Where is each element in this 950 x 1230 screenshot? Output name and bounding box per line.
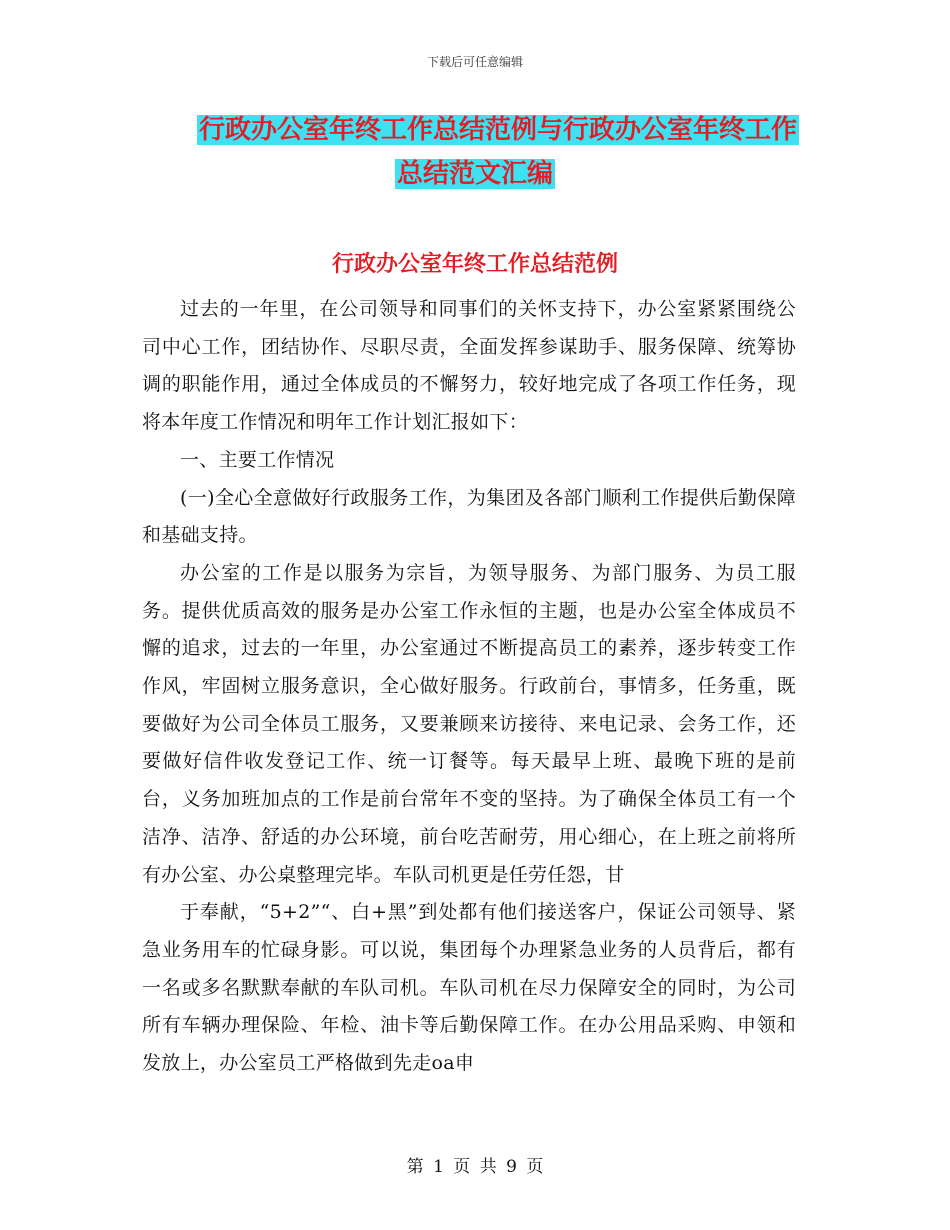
document-title-line-1 xyxy=(23,111,950,149)
paragraph-4: 办公室的工作是以服务为宗旨，为领导服务、为部门服务、为员工服务。提供优质高效的服务是办公室工作永恒的主题，也是办公室全体成员不懈的追求，过去的一年里，办公室通过不断提高员工的素养，逐步转变工作作风，牢固树立服务意识，全心做好服务。行政前台，事情多，任务重，既要做好为公司全体员工服务，又要兼顾来访接待、来电记录、会务工作，还要做好信件收发登记工作、统一订餐等。每天最早上班、最晚下班的是前台，义务加班加点的工作是前台常年不变的坚持。为了确保全体员工有一个洁净、洁净、舒适的办公环境，前台吃苦耐劳，用心细心，在上班之前将所有办公室、办公桌整理完毕。车队司机更是任劳任怨，甘 xyxy=(142,561,796,886)
document-title-text-1: 行政办公室年终工作总结范例与行政办公室年终工作 xyxy=(198,115,797,145)
paragraph-1: 过去的一年里，在公司领导和同事们的关怀支持下，办公室紧紧围绕公司中心工作，团结协作、尽职尽责，全面发挥参谋助手、服务保障、统筹协调的职能作用，通过全体成员的不懈努力，较好地完成了各项工作任务，现将本年度工作情况和明年工作计划汇报如下： xyxy=(142,298,796,434)
page-footer: 第 1 页 共 9 页 xyxy=(406,1157,544,1177)
paragraph-2: 一、主要工作情况 xyxy=(180,448,335,471)
document-title-text-2: 总结范文汇编 xyxy=(396,159,553,189)
section-title: 行政办公室年终工作总结范例 xyxy=(331,252,618,277)
document-body xyxy=(142,291,796,1083)
header-note: 下载后可任意编辑 xyxy=(426,55,523,69)
document-title-line-2 xyxy=(0,155,950,193)
paragraph-5: 于奉献，“5+2”“、白+黑”到处都有他们接送客户，保证公司领导、紧急业务用车的忙碌身影。可以说，集团每个办理紧急业务的人员背后，都有一名或多名默默奉献的车队司机。车队司机在尽力保障安全的同时，为公司所有车辆办理保险、年检、油卡等后勤保障工作。在办公用品采购、申领和发放上，办公室员工严格做到先走oa申 xyxy=(142,901,796,1075)
paragraph-3: (一)全心全意做好行政服务工作，为集团及各部门顺利工作提供后勤保障和基础支持。 xyxy=(142,486,796,547)
